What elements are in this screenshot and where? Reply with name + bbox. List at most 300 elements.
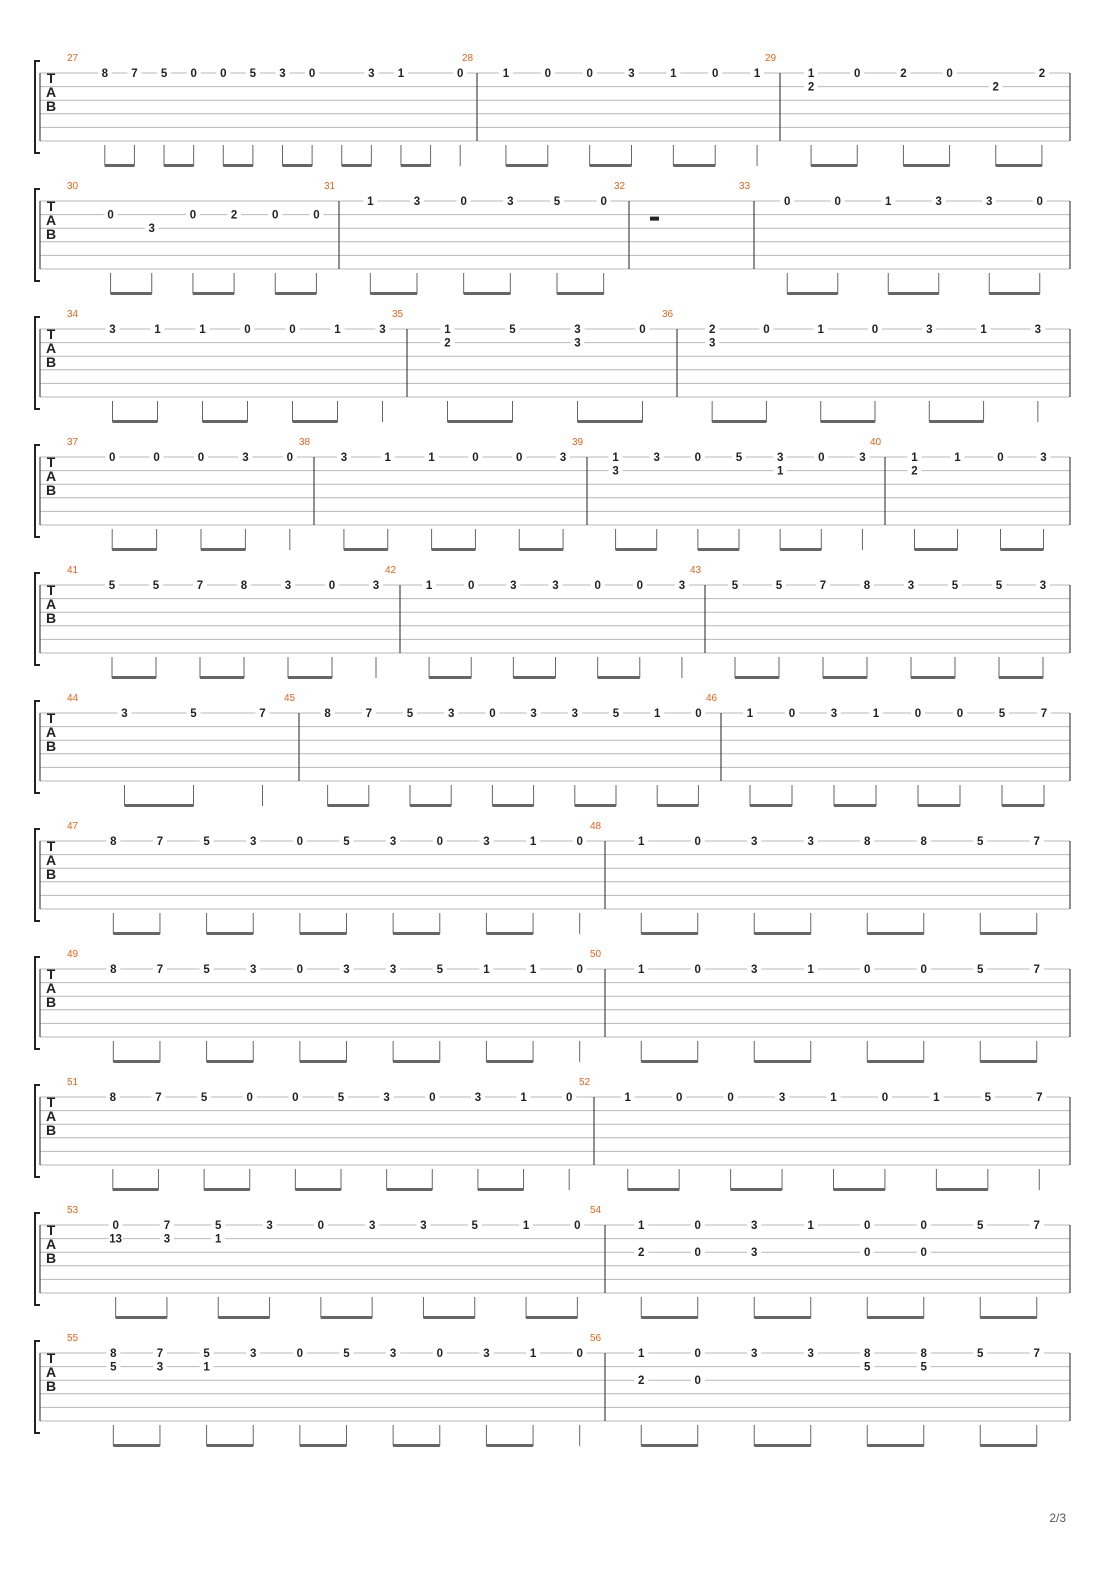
beam [754,932,811,935]
fret-number: 0 [818,452,825,464]
fret-number: 0 [296,836,304,848]
fret-number: 5 [108,580,116,592]
fret-number: 1 [502,68,510,80]
fret-number: 0 [694,1247,701,1260]
measure-number: 46 [706,693,718,704]
fret-number: 1 [817,324,824,336]
fret-number: 0 [489,708,496,720]
tab-clef-letter: B [45,738,57,754]
tab-clef-letter: A [45,852,57,868]
fret-number: 5 [735,452,743,464]
beam [641,1060,698,1063]
fret-number: 5 [343,836,350,848]
beam [821,420,875,423]
fret-number: 3 [368,1220,376,1232]
fret-number: 3 [483,1348,490,1360]
beam [918,804,960,807]
fret-number: 1 [529,836,537,848]
fret-number: 3 [474,1092,482,1104]
beam [201,548,245,551]
measure-number: 55 [67,1333,79,1344]
beam [936,1188,987,1191]
fret-number: 3 [379,324,386,336]
measure-number: 53 [67,1205,79,1216]
fret-number: 3 [279,68,286,80]
fret-number: 3 [678,580,686,592]
tab-clef-letter: T [46,582,56,598]
fret-number: 1 [367,196,374,208]
fret-number: 3 [628,68,635,80]
tab-clef-letter: T [46,326,56,342]
tab-clef-letter: B [45,482,57,498]
fret-number: 0 [313,209,320,222]
fret-number: 1 [776,465,784,478]
fret-number: 0 [220,68,227,80]
measure-number: 27 [67,53,79,64]
beam [112,548,156,551]
fret-number: 5 [951,580,959,592]
beam [999,676,1043,679]
measure-number: 56 [590,1333,602,1344]
fret-number: 3 [751,1220,758,1232]
tab-clef-letter: T [46,1222,56,1238]
fret-number: 3 [926,324,933,336]
fret-number: 2 [230,209,238,222]
fret-number: 0 [1036,196,1043,208]
system-bracket [35,957,40,1049]
beam [300,1444,347,1447]
measure-number: 36 [662,309,674,320]
fret-number: 7 [819,580,827,592]
fret-number: 7 [1040,708,1048,720]
fret-number: 7 [196,580,204,592]
fret-number: 8 [110,964,117,976]
fret-number: 5 [203,1348,210,1360]
fret-number: 2 [807,81,815,94]
measure-number: 29 [765,53,777,64]
beam [410,804,451,807]
fret-number: 3 [510,580,517,592]
fret-number: 7 [1033,1220,1040,1232]
beam [929,420,983,423]
fret-number: 0 [197,452,205,464]
system-bracket [35,445,40,537]
beam [903,164,949,167]
measure-number: 44 [67,693,79,704]
fret-number: 0 [694,1220,701,1232]
fret-number: 3 [109,324,116,336]
fret-number: 1 [638,1348,645,1360]
tab-clef-letter: T [46,966,56,982]
fret-number: 5 [509,324,516,336]
tab-clef-letter: T [46,198,56,214]
fret-number: 0 [272,209,279,222]
fret-number: 5 [977,1348,984,1360]
fret-number: 0 [108,452,116,464]
fret-number: 5 [998,708,1006,720]
fret-number: 7 [1033,1348,1040,1360]
fret-number: 5 [200,1092,208,1104]
fret-number: 0 [296,964,304,976]
fret-number: 3 [250,1348,257,1360]
fret-number: 2 [444,337,451,350]
beam [731,1188,782,1191]
fret-number: 0 [788,708,796,720]
fret-number: 0 [153,452,160,464]
fret-number: 1 [830,1092,837,1104]
fret-number: 1 [215,1233,222,1246]
fret-number: 0 [292,1092,299,1104]
beam [111,292,152,295]
beam [393,1060,440,1063]
fret-number: 0 [694,452,702,464]
beam [673,164,715,167]
fret-number: 0 [600,196,607,208]
fret-number: 8 [110,1348,117,1360]
fret-number: 1 [428,452,435,464]
tab-clef-letter: T [46,70,56,86]
tab-clef-letter: A [45,1364,57,1380]
fret-number: 2 [992,81,999,94]
beam [641,1444,698,1447]
fret-number: 3 [1040,452,1047,464]
beam [980,1060,1037,1063]
beam [657,804,698,807]
beam [164,164,194,167]
fret-number: 0 [920,964,927,976]
fret-number: 0 [565,1092,573,1104]
fret-number: 3 [1034,324,1042,336]
system-bracket [35,189,40,281]
system-bracket [35,1341,40,1433]
fret-number: 1 [397,68,405,80]
beam [996,164,1042,167]
measure-number: 35 [392,309,404,320]
fret-number: 0 [436,836,443,848]
fret-number: 7 [163,1220,171,1232]
fret-number: 3 [807,1348,814,1360]
fret-number: 5 [984,1092,992,1104]
fret-number: 0 [328,580,336,592]
fret-number: 3 [776,452,784,464]
fret-number: 5 [553,196,561,208]
measure-number: 50 [590,949,602,960]
measure-number: 37 [67,437,79,448]
fret-number: 5 [977,1220,984,1232]
fret-number: 1 [807,1220,814,1232]
fret-number: 1 [746,708,754,720]
fret-number: 3 [530,708,537,720]
fret-number: 8 [864,1348,871,1360]
beam [526,1316,577,1319]
beam [113,1444,160,1447]
fret-number: 5 [864,1361,871,1374]
measure-number: 39 [572,437,584,448]
fret-number: 0 [784,196,791,208]
fret-number: 0 [727,1092,734,1104]
fret-number: 0 [594,580,601,592]
fret-number: 0 [286,452,294,464]
fret-number: 3 [420,1220,427,1232]
tab-clef-letter: T [46,838,56,854]
beam [393,1444,440,1447]
fret-number: 3 [389,836,397,848]
fret-number: 0 [244,324,251,336]
fret-number: 7 [365,708,373,720]
beam [432,548,476,551]
fret-number: 7 [156,964,164,976]
beam [989,292,1040,295]
fret-number: 0 [586,68,593,80]
beam [342,164,372,167]
beam [628,1188,679,1191]
measure-number: 40 [870,437,882,448]
beam [223,164,253,167]
fret-number: 0 [308,68,316,80]
fret-number: 3 [830,708,838,720]
fret-number: 2 [708,324,716,336]
fret-number: 5 [190,708,197,720]
fret-number: 5 [215,1220,222,1232]
system-bracket [35,829,40,921]
fret-number: 3 [859,452,866,464]
fret-number: 7 [156,836,164,848]
beam [116,1316,167,1319]
beam [980,1316,1037,1319]
fret-number: 0 [289,324,296,336]
fret-number: 3 [389,1348,397,1360]
fret-number: 3 [559,452,567,464]
beam [754,1444,811,1447]
tab-clef-letter: A [45,212,57,228]
beam [200,676,244,679]
fret-number: 2 [638,1247,645,1260]
fret-number: 3 [751,964,758,976]
beam [448,420,513,423]
fret-number: 5 [343,1348,350,1360]
fret-number: 1 [807,964,814,976]
beam [823,676,867,679]
rest-symbol [650,217,659,221]
fret-number: 0 [576,836,583,848]
fret-number: 0 [636,580,643,592]
tab-clef-letter: B [45,1122,57,1138]
beam [834,1188,885,1191]
fret-number: 0 [864,1247,871,1260]
beam [328,804,369,807]
beam [575,804,616,807]
beam [1001,548,1044,551]
beam [506,164,548,167]
fret-number: 1 [980,324,987,336]
fret-number: 1 [203,1361,210,1374]
beam [867,1316,924,1319]
fret-number: 3 [1039,580,1047,592]
beam [300,1060,347,1063]
fret-number: 3 [343,964,350,976]
fret-number: 5 [471,1220,478,1232]
fret-number: 3 [156,1361,164,1374]
fret-number: 7 [155,1092,162,1104]
tab-clef-letter: B [45,226,57,242]
fret-number: 1 [384,452,391,464]
fret-number: 3 [389,964,397,976]
beam [113,420,158,423]
beam [193,292,234,295]
fret-number: 7 [156,1348,164,1360]
fret-number: 1 [199,324,206,336]
fret-number: 1 [529,964,537,976]
fret-number: 8 [110,836,117,848]
tab-clef-letter: A [45,1236,57,1252]
beam [712,420,766,423]
fret-number: 8 [240,580,248,592]
beam [754,1060,811,1063]
fret-number: 3 [250,836,257,848]
beam [486,1444,533,1447]
measure-number: 49 [67,949,79,960]
fret-number: 3 [807,836,814,848]
fret-number: 3 [778,1092,786,1104]
fret-number: 0 [694,964,701,976]
fret-number: 5 [612,708,620,720]
fret-number: 7 [131,68,138,80]
beam [911,676,955,679]
fret-number: 3 [935,196,942,208]
tab-clef-letter: A [45,1108,57,1124]
fret-number: 3 [751,1348,758,1360]
fret-number: 0 [190,68,197,80]
fret-number: 8 [920,1348,927,1360]
fret-number: 3 [447,708,455,720]
system-bracket [35,317,40,409]
measure-number: 52 [579,1077,591,1088]
beam [218,1316,269,1319]
beam [598,676,640,679]
fret-number: 0 [834,196,841,208]
beam [344,548,388,551]
fret-number: 7 [1033,836,1040,848]
fret-number: 1 [954,452,961,464]
fret-number: 3 [266,1220,273,1232]
fret-number: 0 [639,324,646,336]
fret-number: 0 [436,1348,443,1360]
fret-number: 1 [807,68,815,80]
fret-number: 3 [574,324,581,336]
fret-number: 0 [107,209,114,222]
tab-clef-letter: T [46,1350,56,1366]
beam [641,1316,698,1319]
fret-number: 8 [920,836,927,848]
fret-number: 0 [296,1348,304,1360]
fret-number: 7 [259,708,266,720]
beam [980,932,1037,935]
fret-number: 0 [576,1348,583,1360]
beam [370,292,417,295]
beam [207,1060,254,1063]
fret-number: 1 [483,964,490,976]
fret-number: 1 [911,452,918,464]
fret-number: 0 [920,1247,927,1260]
beam [557,292,604,295]
fret-number: 1 [933,1092,940,1104]
fret-number: 3 [653,452,660,464]
fret-number: 5 [249,68,257,80]
beam [478,1188,524,1191]
fret-number: 5 [977,836,984,848]
fret-number: 3 [250,964,257,976]
beam [641,932,698,935]
fret-number: 1 [670,68,677,80]
tab-clef-letter: A [45,724,57,740]
fret-number: 0 [956,708,964,720]
beam [295,1188,341,1191]
measure-number: 31 [324,181,336,192]
fret-number: 1 [612,452,619,464]
beam [113,1060,160,1063]
tab-clef-letter: B [45,994,57,1010]
fret-number: 0 [920,1220,927,1232]
beam [112,676,156,679]
fret-number: 0 [574,1220,581,1232]
fret-number: 3 [907,580,915,592]
fret-number: 5 [995,580,1003,592]
beam [393,932,440,935]
fret-number: 3 [483,836,490,848]
tab-clef-letter: A [45,980,57,996]
fret-number: 0 [468,580,475,592]
beam [486,1060,533,1063]
fret-number: 3 [708,337,716,350]
fret-number: 1 [638,836,645,848]
fret-number: 0 [871,324,879,336]
fret-number: 3 [121,708,128,720]
measure-number: 30 [67,181,79,192]
fret-number: 0 [695,708,702,720]
fret-number: 3 [986,196,993,208]
fret-number: 5 [436,964,443,976]
measure-number: 42 [385,565,397,576]
beam [754,1316,811,1319]
fret-number: 0 [429,1092,436,1104]
fret-number: 0 [246,1092,253,1104]
beam [616,548,657,551]
fret-number: 1 [872,708,880,720]
fret-number: 0 [675,1092,683,1104]
fret-number: 1 [653,708,661,720]
beam [980,1444,1037,1447]
tab-clef-letter: T [46,1094,56,1110]
beam [113,932,160,935]
fret-number: 0 [516,452,523,464]
fret-number: 3 [383,1092,390,1104]
beam [888,292,939,295]
beam [203,420,248,423]
beam [125,804,194,807]
system-bracket [35,573,40,665]
fret-number: 5 [337,1092,345,1104]
fret-number: 5 [977,964,984,976]
fret-number: 3 [242,452,249,464]
fret-number: 2 [638,1375,645,1388]
fret-number: 5 [203,964,210,976]
fret-number: 13 [109,1233,123,1246]
fret-number: 1 [753,68,761,80]
fret-number: 0 [694,1375,701,1388]
fret-number: 5 [731,580,739,592]
fret-number: 8 [864,836,871,848]
fret-number: 3 [340,452,348,464]
